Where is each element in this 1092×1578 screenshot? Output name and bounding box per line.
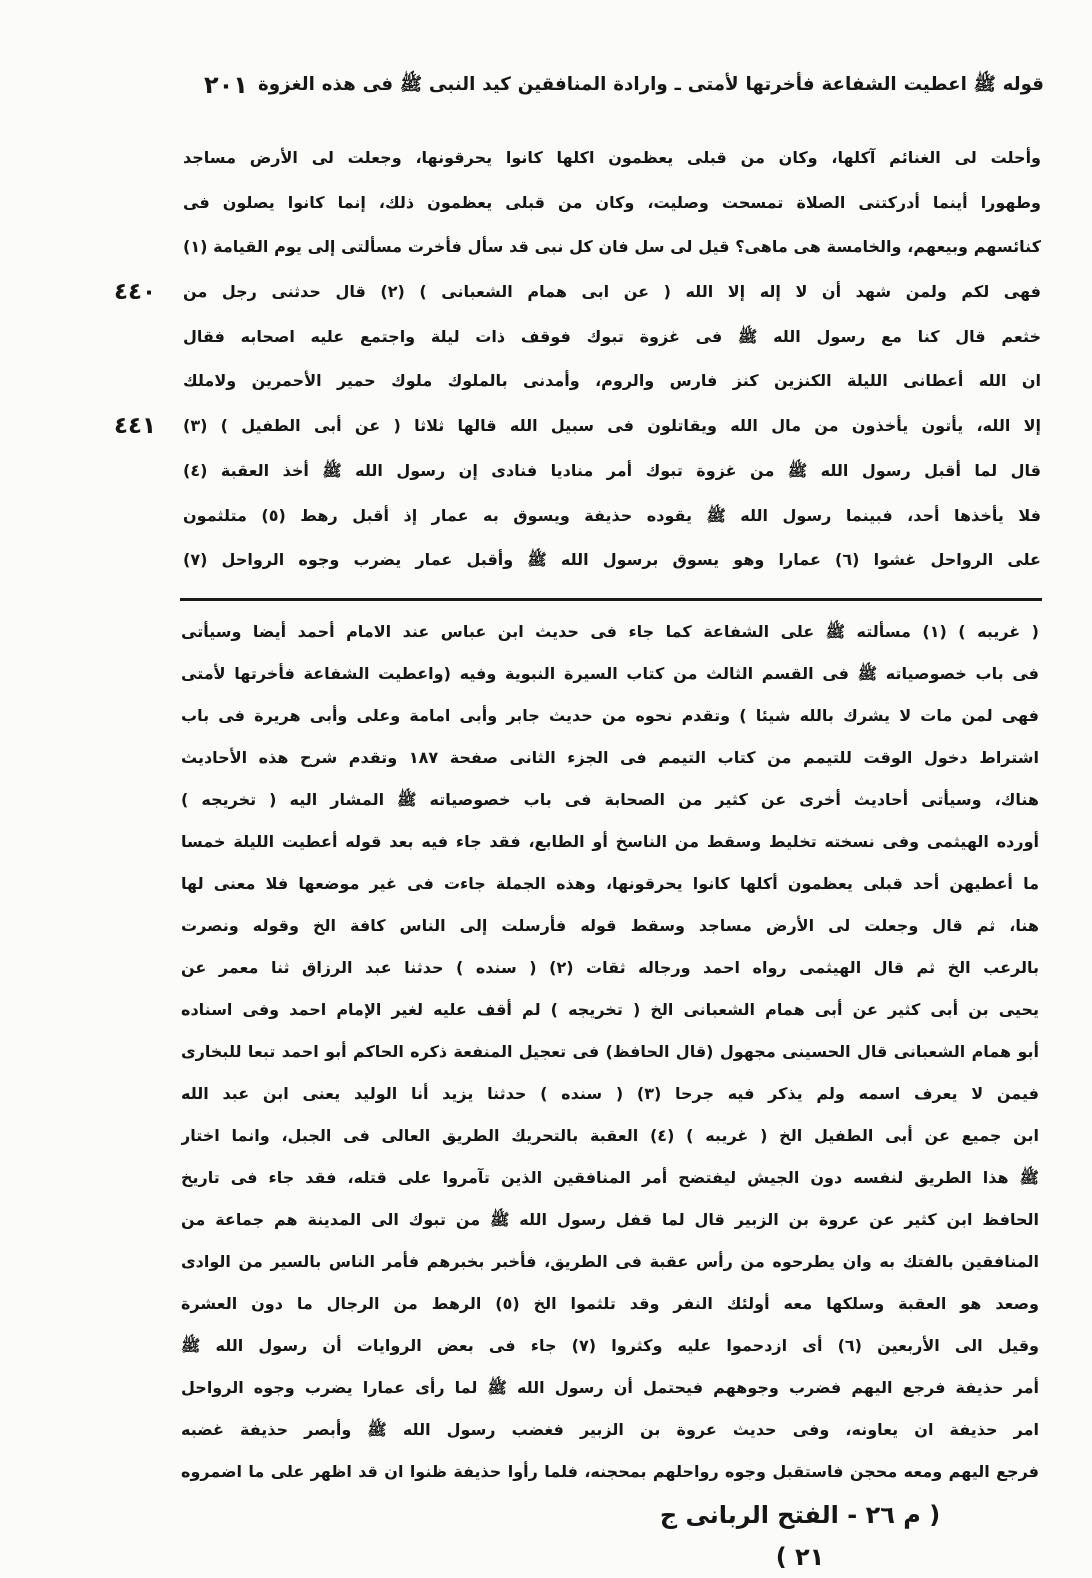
main-text-line: وأحلت لى الغنائم آكلها، وكان من قبلى يعظمون اكلها كانوا يحرقونها، وجعلت لى الأرض مساجد [183,148,1041,167]
main-text-line: ان الله أعطانى الليلة الكنزين كنز فارس والروم، وأمدنى بالملوك ملوك حمير الأحمرين ولاملك [183,371,1041,391]
main-text-line: إلا الله، يأتون يأخذون من مال الله ويقاتلون فى سبيل الله قالها ثلاثا ( عن أبى الطفيل ) (٣) [183,416,1041,436]
footnote-line: أورده الهيثمى وفى نسخته تخليط وسقط من الناسخ أو الطابع، فقد جاء فيه بعد قوله أعطيت الليلة خمسا [181,832,1039,851]
main-text-line: كنائسهم وبيعهم، والخامسة هى ماهى؟ قيل لى سل فان كل نبى قد سأل فأخرت مسألتى إلى يوم القيامة (١) [183,237,1041,257]
footnote-line: فهى لمن مات لا يشرك بالله شيئا ) وتقدم نحوه من حديث جابر وأبى امامة وعلى وأبى هريرة فى باب [181,706,1039,725]
running-header [198,64,1044,106]
main-text-line: فلا يأخذها أحد، فبينما رسول الله ﷺ يقوده حذيفة ويسوق به عمار إذ أقبل رهط (٥) متلثمون [183,505,1041,525]
footnote-line: فى باب خصوصياته ﷺ فى القسم الثالث من كتاب السيرة النبوية وفيه (واعطيت الشفاعة فأخرتها لأمتى [181,664,1039,683]
header-title: قوله ﷺ اعطيت الشفاعة فأخرتها لأمتى ـ وارادة المنافقين كيد النبى ﷺ فى هذه الغزوة [258,74,1044,95]
footnote-line: ما أعطيهن أحد قبلى يعظمون أكلها كانوا يحرقونها، وهذه الجملة جاءت فى غير موضعها فلا معنى لها [181,874,1039,893]
footnote-line: اشتراط دخول الوقت للتيمم من كتاب التيمم فى الجزء الثانى صفحة ١٨٧ وتقدم شرح هذه الأحاديث [181,748,1039,767]
page-number: ٢٠١ [204,71,248,99]
footnote-line: أبو همام الشعبانى قال الحسينى مجهول (قال الحافظ) فى تعجيل المنفعة ذكره الحاكم أبو احمد تبعا للبخارى [181,1042,1039,1061]
main-text-line: خثعم قال كنا مع رسول الله ﷺ فى غزوة تبوك فوقف ذات ليلة واجتمع عليه اصحابه فقال [183,326,1041,346]
main-text-line: فهى لكم ولمن شهد أن لا إله إلا الله ( عن ابى همام الشعبانى ) (٢) قال حدثنى رجل من [183,282,1041,302]
main-text-line: قال لما أقبل رسول الله ﷺ من غزوة تبوك أمر مناديا فنادى إن رسول الله ﷺ أخذ العقبة (٤) [183,460,1041,480]
footnote-line: يحيى بن أبى كثير عن أبى همام الشعبانى الخ ( تخريجه ) لم أقف عليه لغير الإمام احمد وفى اسناده [181,1000,1039,1019]
hadith-number: ٤٤٠ [113,279,157,306]
main-text [183,136,1041,583]
footnote-line: ( غريبه ) (١) مسألته ﷺ على الشفاعة كما جاء فى حديث ابن عباس عند الامام أحمد أيضا وسيأتى [181,622,1039,641]
footnote-line: المنافقين بالفتك به وان يطرحوه من رأس عقبة فى الطريق، فأخبر بخبرهم فأمر الناس بالسير من الوادى [181,1252,1039,1271]
footnote-line: امر حذيفة ان يعاونه، وفى حديث عروة بن الزبير فغضب رسول الله ﷺ وأبصر حذيفة غضبه [181,1420,1039,1439]
footnotes [181,611,1039,1493]
main-text-line: وطهورا أينما أدركتنى الصلاة تمسحت وصليت، وكان من قبلى يعظمون ذلك، إنما كانوا يصلون فى [183,192,1041,212]
main-text-line: على الرواحل غشوا (٦) عمارا وهو يسوق برسول الله ﷺ وأقبل عمار يضرب وجوه الرواحل (٧) [183,550,1041,570]
footnote-line: هنا، ثم قال وجعلت لى الأرض مساجد وسقط قوله فأرسلت إلى الناس كافة الخ وقوله ونصرت [181,916,1039,935]
footnote-line: وصعد هو العقبة وسلكها معه أولئك النفر وقد تلثموا الخ (٥) الرهط من الرجال ما دون العشرة [181,1294,1039,1313]
footnote-line: أمر حذيفة فرجع اليهم فضرب وجوههم فيحتمل أن رسول الله ﷺ لما رأى عمارا يضرب وجوه الرواحل [181,1378,1039,1397]
footnote-line: الحافظ ابن كثير عن عروة بن الزبير قال لما قفل رسول الله ﷺ من تبوك الى المدينة هم جماعة من [181,1210,1039,1229]
footnote-line: بالرعب الخ ثم قال الهيثمى رواه احمد ورجاله ثقات (٢) ( سنده ) حدثنا عبد الرزاق ثنا معمر عن [181,958,1039,977]
footnote-separator [180,598,1042,601]
footnote-line: وقيل الى الأربعين (٦) أى ازدحموا عليه وكثروا (٧) جاء فى بعض الروايات أن رسول الله ﷺ [181,1336,1039,1355]
signature-mark: ( م ٢٦ - الفتح الربانى ج ٢١ ) [659,1501,941,1571]
footnote-line: فيمن لا يعرف اسمه ولم يذكر فيه جرحا (٣) ( سنده ) حدثنا يزيد أنا الوليد يعنى ابن عبد الله [181,1084,1039,1103]
footnote-line: هناك، وسيأتى أحاديث أخرى عن كثير من الصحابة فى باب خصوصياته ﷺ المشار اليه ( تخريجه ) [181,790,1039,809]
footnote-line: ﷺ هذا الطريق لنفسه دون الجيش ليفتضح أمر المنافقين الذين تآمروا على قتله، فقد جاء فى تاريخ [181,1168,1039,1187]
hadith-number: ٤٤١ [113,413,157,440]
footnote-line: فرجع اليهم ومعه محجن فاستقبل وجوه رواحلهم بمحجنه، فلما رأوا حذيفة ظنوا ان قد اظهر على ما اضمروه [181,1462,1039,1481]
footnote-line: ابن جميع عن أبى الطفيل الخ ( غريبه ) (٤) العقبة بالتحريك الطريق العالى فى الجبل، وانما اختار [181,1126,1039,1145]
